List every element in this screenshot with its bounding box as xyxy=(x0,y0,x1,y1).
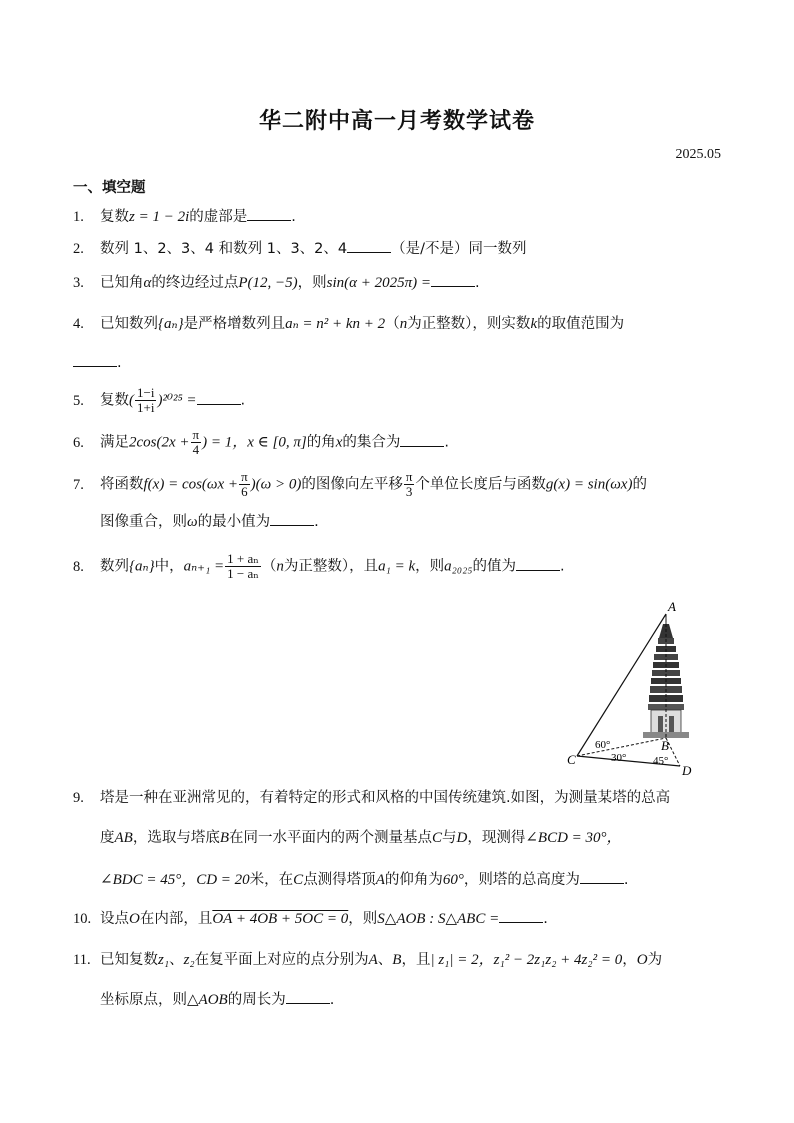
pagoda-figure xyxy=(565,598,705,780)
question-2 xyxy=(73,238,527,259)
question-number: 5. xyxy=(73,392,84,409)
question-number: 7. xyxy=(73,476,84,493)
math-expression: )(ω > 0) xyxy=(250,476,302,493)
fraction-denominator: 3 xyxy=(405,484,413,499)
page-title: 华二附中高一月考数学试卷 xyxy=(258,109,535,134)
question-text: 满足 xyxy=(100,434,129,451)
question-9-line-2 xyxy=(100,826,622,847)
question-text: 已知数列 xyxy=(100,316,158,332)
question-text: ， xyxy=(622,952,637,968)
period: . xyxy=(444,434,449,451)
fraction xyxy=(191,428,202,457)
exam-date: 2025.05 xyxy=(675,147,721,162)
question-6 xyxy=(73,428,449,457)
answer-blank xyxy=(580,869,624,884)
math-expression: {aₙ} xyxy=(158,316,184,332)
question-text: ，且 xyxy=(401,952,431,968)
period: . xyxy=(291,209,296,225)
question-9 xyxy=(73,788,670,808)
question-text: 已知复数 xyxy=(100,952,158,968)
question-text: 的终边经过点 xyxy=(151,275,239,291)
angle-30: 30° xyxy=(611,752,627,764)
question-text: 的集合为 xyxy=(342,434,401,451)
period: . xyxy=(117,355,122,371)
math-expression: S△AOB : S△ABC = xyxy=(377,911,500,927)
question-text: 、 xyxy=(169,952,184,968)
question-number: 10. xyxy=(73,911,92,927)
question-text: 坐标原点，则 xyxy=(100,992,187,1008)
label-D: D xyxy=(682,763,692,778)
question-number: 6. xyxy=(73,434,84,451)
question-number: 8. xyxy=(73,558,84,575)
math-symbol: ω xyxy=(187,514,198,530)
question-text: 图像重合，则 xyxy=(100,514,187,530)
angle-60: 60° xyxy=(595,739,611,751)
math-expression: 60° xyxy=(442,872,464,888)
question-number: 1. xyxy=(73,209,84,225)
fraction xyxy=(225,552,261,581)
answer-blank xyxy=(247,206,291,221)
period: . xyxy=(475,275,480,291)
question-text: 中， xyxy=(154,558,184,575)
math-symbol: x xyxy=(335,434,343,451)
question-7-continuation xyxy=(100,510,319,531)
question-text: 点测得塔顶 xyxy=(303,872,376,888)
math-symbol: α xyxy=(143,275,152,291)
question-3 xyxy=(73,272,480,293)
fraction-numerator: 1 + aₙ xyxy=(227,551,259,566)
question-text: 已知角 xyxy=(100,275,144,291)
math-expression: z₁² − 2z₁z₂ + 4z₂² = 0 xyxy=(493,952,623,968)
question-number: 2. xyxy=(73,241,84,257)
math-symbol: k xyxy=(530,316,538,332)
answer-blank xyxy=(431,272,475,287)
math-symbol: n xyxy=(399,316,408,332)
answer-blank xyxy=(400,432,444,447)
math-expression: aₙ₊₁ = xyxy=(183,558,225,575)
answer-blank xyxy=(499,908,543,923)
question-11 xyxy=(73,950,662,970)
question-text: 、 xyxy=(377,952,393,968)
question-text: ，则 xyxy=(348,911,378,927)
question-text: 为正整数），且 xyxy=(283,558,379,575)
label-C: C xyxy=(567,752,576,767)
question-text: 与 xyxy=(442,830,457,846)
period: . xyxy=(543,911,548,927)
math-symbol: B xyxy=(219,830,229,846)
label-B: B xyxy=(661,738,669,753)
answer-blank xyxy=(516,556,560,571)
math-expression: z = 1 − 2i xyxy=(129,209,190,225)
math-expression: ∠BCD = 30°， xyxy=(525,830,622,846)
period: . xyxy=(240,392,246,409)
question-text: （是/不是）同一数列 xyxy=(391,241,527,257)
question-text: ，则 xyxy=(297,275,327,291)
question-text: 的图像向左平移 xyxy=(301,476,403,493)
math-expression: CD = 20 xyxy=(196,872,250,888)
question-5 xyxy=(73,386,245,415)
question-text: 复数 xyxy=(100,392,129,409)
math-symbol: C xyxy=(432,830,443,846)
fraction-denominator: 6 xyxy=(241,484,248,499)
question-number: 3. xyxy=(73,275,84,291)
question-text: 在内部，且 xyxy=(139,911,213,927)
math-symbol: z₂ xyxy=(183,952,195,968)
angle-45: 45° xyxy=(653,755,669,767)
question-text: 的取值范围为 xyxy=(537,316,625,332)
question-text: 设点 xyxy=(100,911,129,927)
math-expression: 2cos(2x + xyxy=(129,434,190,451)
math-expression: a₁ = k xyxy=(378,558,416,575)
fraction-numerator: π xyxy=(405,469,413,484)
question-text: （ xyxy=(385,316,400,332)
fraction-numerator: π xyxy=(241,469,248,484)
math-expression: f(x) = cos(ωx + xyxy=(143,476,239,493)
question-number: 9. xyxy=(73,790,84,806)
question-number: 4. xyxy=(73,316,84,332)
math-symbol: B xyxy=(392,952,402,968)
math-expression: g(x) = sin(ωx) xyxy=(545,476,633,493)
period: . xyxy=(329,992,335,1008)
question-text: 为正整数），则实数 xyxy=(407,316,531,332)
question-text: 个单位长度后与函数 xyxy=(415,476,546,493)
question-text: 塔是一种在亚洲常见的，有着特定的形式和风格的中国传统建筑.如图，为测量某塔的总高 xyxy=(100,790,671,806)
math-expression: ) = 1， xyxy=(202,434,248,451)
period: . xyxy=(314,514,319,530)
math-expression: △AOB xyxy=(187,992,228,1008)
question-7 xyxy=(73,470,647,499)
question-text: ，则塔的总高度为 xyxy=(463,872,580,888)
math-symbol: AB xyxy=(114,830,133,846)
fraction xyxy=(135,386,156,415)
question-text: 度 xyxy=(100,830,115,846)
question-text: 米，在 xyxy=(249,872,294,888)
question-number: 11. xyxy=(73,952,91,968)
math-symbol: O xyxy=(636,952,648,968)
math-expression: | z₁| = 2， xyxy=(430,952,494,968)
question-11-continuation xyxy=(100,988,334,1009)
math-symbol: n xyxy=(276,558,284,575)
math-symbol: C xyxy=(293,872,304,888)
math-symbol: z₁ xyxy=(158,952,170,968)
label-A: A xyxy=(668,599,676,614)
section-heading: 一、填空题 xyxy=(73,180,146,196)
question-text: 的角 xyxy=(306,434,336,451)
question-text: 的 xyxy=(632,476,647,493)
fraction xyxy=(404,470,415,499)
question-8 xyxy=(73,552,565,581)
fraction xyxy=(239,470,250,499)
answer-blank xyxy=(347,238,391,253)
fraction-numerator: π xyxy=(192,427,200,442)
question-text: ，则 xyxy=(415,558,445,575)
question-text: （ xyxy=(261,558,277,575)
question-text: 是严格增数列且 xyxy=(183,316,286,332)
math-expression: aₙ = n² + kn + 2 xyxy=(285,316,386,332)
question-1 xyxy=(73,206,296,227)
period: . xyxy=(560,558,565,575)
question-4-continuation xyxy=(73,352,122,373)
question-text: 的仰角为 xyxy=(384,872,443,888)
question-text: 数列 1、2、3、4 和数列 1、3、2、4 xyxy=(100,241,348,257)
math-expression: ∠BDC = 45°， xyxy=(100,872,197,888)
math-expression: {aₙ} xyxy=(129,558,155,575)
answer-blank xyxy=(197,390,241,405)
math-expression: P(12, −5) xyxy=(238,275,298,291)
question-text: ，选取与塔底 xyxy=(132,830,220,846)
question-text: 的虚部是 xyxy=(189,209,248,225)
math-symbol: A xyxy=(368,952,378,968)
period: . xyxy=(623,872,629,888)
math-expression: a₂₀₂₅ xyxy=(444,558,473,575)
fraction-denominator: 1+i xyxy=(137,400,155,415)
answer-blank xyxy=(270,511,314,526)
question-text: 在同一水平面内的两个测量基点 xyxy=(229,830,432,846)
question-text: 为 xyxy=(647,952,663,968)
math-expression: )²⁰²⁵ = xyxy=(157,392,197,409)
question-text: 的值为 xyxy=(472,558,517,575)
question-text: 将函数 xyxy=(100,476,144,493)
question-text: 的最小值为 xyxy=(197,514,271,530)
math-expression: x ∈ [0, π] xyxy=(247,434,307,451)
question-9-line-3 xyxy=(100,868,628,889)
question-10 xyxy=(73,908,548,929)
fraction-denominator: 4 xyxy=(192,442,200,457)
answer-blank xyxy=(286,989,330,1004)
math-symbol: O xyxy=(129,911,140,927)
answer-blank xyxy=(73,352,117,367)
math-symbol: D xyxy=(456,830,468,846)
question-text: ，现测得 xyxy=(467,830,526,846)
question-4 xyxy=(73,314,624,334)
fraction-denominator: 1 − aₙ xyxy=(227,566,259,581)
vector-expression: OA + 4OB + 5OC = 0 xyxy=(212,911,349,927)
math-expression: sin(α + 2025π) = xyxy=(326,275,432,291)
question-text: 的周长为 xyxy=(227,992,286,1008)
fraction-numerator: 1−i xyxy=(137,385,155,400)
math-symbol: A xyxy=(375,872,385,888)
question-text: 在复平面上对应的点分别为 xyxy=(194,952,369,968)
math-symbol: ( xyxy=(129,392,134,409)
question-text: 复数 xyxy=(100,209,129,225)
question-text: 数列 xyxy=(100,558,129,575)
